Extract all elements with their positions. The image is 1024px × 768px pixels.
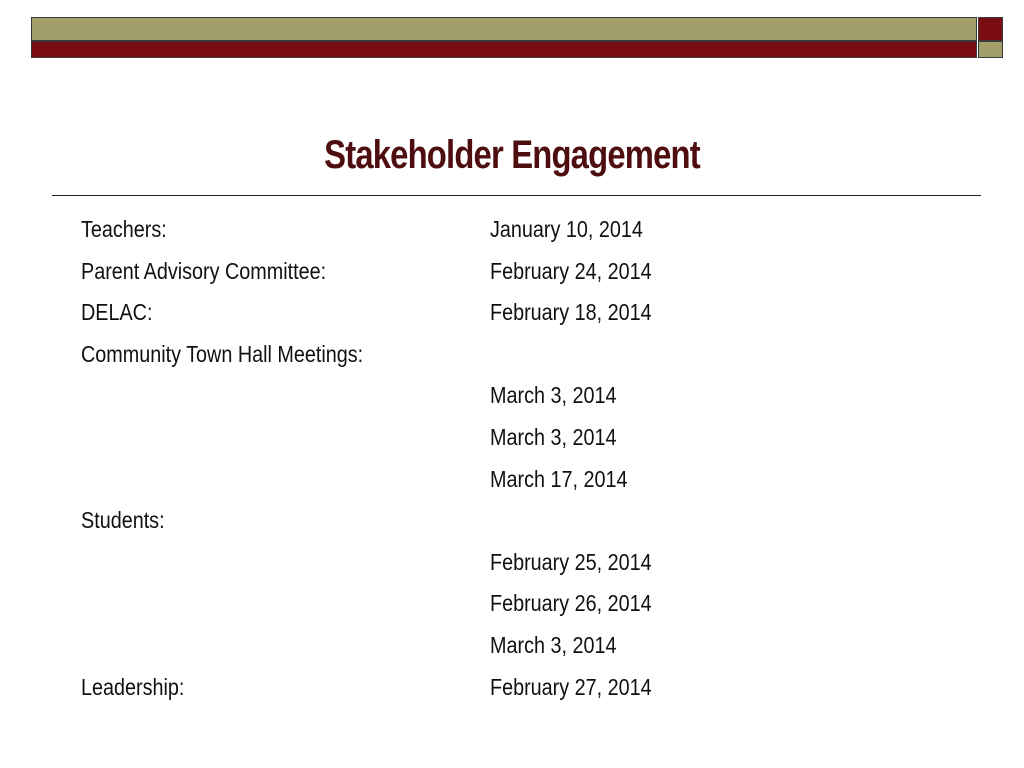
meeting-date: March 3, 2014 (490, 382, 617, 409)
list-item (81, 254, 981, 296)
header-maroon-square (978, 17, 1003, 41)
meeting-date: February 27, 2014 (490, 673, 652, 700)
list-item (81, 503, 981, 545)
stakeholder-label: Students: (81, 507, 165, 534)
slide-title: Stakeholder Engagement (324, 133, 700, 177)
stakeholder-label: DELAC: (81, 299, 153, 326)
meeting-date: February 26, 2014 (490, 590, 652, 617)
meeting-date: February 18, 2014 (490, 299, 652, 326)
stakeholder-label: Teachers: (81, 216, 167, 242)
stakeholder-label: Leadership: (81, 673, 185, 700)
list-item (81, 420, 981, 462)
list-item (81, 378, 981, 420)
meeting-date: January 10, 2014 (490, 216, 643, 242)
meeting-date: February 25, 2014 (490, 548, 652, 575)
meeting-date: March 3, 2014 (490, 631, 617, 658)
meeting-date: February 24, 2014 (490, 257, 652, 284)
list-item (81, 586, 981, 628)
list-item (81, 462, 981, 504)
list-item (81, 295, 981, 337)
list-item (81, 670, 981, 712)
header-olive-square (978, 41, 1003, 58)
stakeholder-label: Parent Advisory Committee: (81, 257, 327, 284)
list-item (81, 212, 981, 254)
engagement-list (81, 212, 981, 711)
list-item (81, 337, 981, 379)
meeting-date: March 3, 2014 (490, 423, 617, 450)
list-item (81, 628, 981, 670)
list-item (81, 545, 981, 587)
title-divider (52, 195, 981, 196)
stakeholder-label: Community Town Hall Meetings: (81, 340, 364, 367)
header-olive-bar (31, 17, 977, 41)
meeting-date: March 17, 2014 (490, 465, 628, 492)
header-maroon-bar (31, 41, 977, 58)
